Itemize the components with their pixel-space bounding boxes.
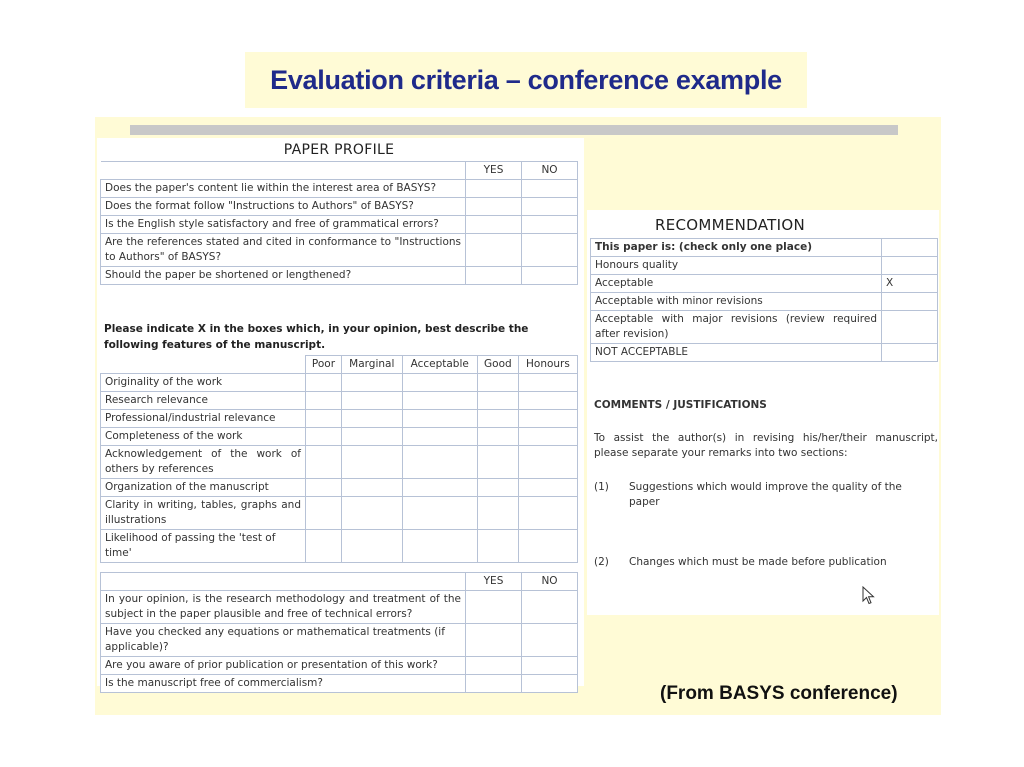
yes-checkbox[interactable] [466,267,522,285]
rating-cell[interactable] [341,497,402,530]
table-row [101,657,578,675]
col-good: Good [477,356,518,374]
rating-cell[interactable] [477,374,518,392]
rating-cell[interactable] [306,497,342,530]
yes-checkbox[interactable] [466,234,522,267]
slide-title: Evaluation criteria – conference example [270,64,782,95]
yes-checkbox[interactable] [466,591,522,624]
comment-item-text: Changes which must be made before publication [629,556,887,568]
no-checkbox[interactable] [522,657,578,675]
question-label: Does the paper's content lie within the interest area of BASYS? [101,180,466,198]
table-row [101,530,578,563]
table-row [101,392,578,410]
table-row [101,198,578,216]
rating-cell[interactable] [518,497,577,530]
no-checkbox[interactable] [522,591,578,624]
header-spacer [101,573,466,591]
methodology-table [100,572,578,693]
col-acceptable: Acceptable [402,356,477,374]
no-checkbox[interactable] [522,624,578,657]
rating-cell[interactable] [402,392,477,410]
no-checkbox[interactable] [522,675,578,693]
rating-cell[interactable] [402,479,477,497]
feature-label: Originality of the work [101,374,306,392]
yes-checkbox[interactable] [466,216,522,234]
yes-checkbox[interactable] [466,675,522,693]
table-row [591,275,938,293]
question-label: Have you checked any equations or mathematical treatments (if applicable)? [101,624,466,657]
yes-checkbox[interactable] [466,180,522,198]
rating-cell[interactable] [341,428,402,446]
feature-label: Acknowledgement of the work of others by references [101,446,306,479]
table-row [101,374,578,392]
rating-cell[interactable] [402,530,477,563]
option-label: Acceptable with major revisions (review required after revision) [591,311,882,344]
rating-cell[interactable] [306,428,342,446]
recommendation-title: RECOMMENDATION [655,216,805,234]
slide-title-box [245,52,807,108]
header-spacer [882,239,938,257]
question-label: Are the references stated and cited in conformance to "Instructions to Authors" of BASYS? [101,234,466,267]
rating-cell[interactable] [518,446,577,479]
table-row [101,234,578,267]
question-label: Is the English style satisfactory and free of grammatical errors? [101,216,466,234]
rating-cell[interactable] [402,497,477,530]
rating-cell[interactable] [341,446,402,479]
option-checkbox[interactable]: X [882,275,938,293]
rating-cell[interactable] [306,446,342,479]
rating-cell[interactable] [477,410,518,428]
no-checkbox[interactable] [522,180,578,198]
option-label: Honours quality [591,257,882,275]
rating-cell[interactable] [306,374,342,392]
option-label: NOT ACCEPTABLE [591,344,882,362]
table-row [101,216,578,234]
rating-cell[interactable] [402,374,477,392]
table-row [101,497,578,530]
rating-cell[interactable] [518,374,577,392]
paper-profile-title: PAPER PROFILE [283,142,395,158]
header-spacer [101,162,466,180]
feature-label: Completeness of the work [101,428,306,446]
comments-title: COMMENTS / JUSTIFICATIONS [594,399,767,411]
no-checkbox[interactable] [522,267,578,285]
table-row [101,591,578,624]
yes-checkbox[interactable] [466,198,522,216]
rating-cell[interactable] [518,392,577,410]
question-label: Should the paper be shortened or lengthened? [101,267,466,285]
feature-label: Research relevance [101,392,306,410]
rating-cell[interactable] [477,428,518,446]
header-spacer [101,356,306,374]
rating-cell[interactable] [402,410,477,428]
yes-checkbox[interactable] [466,657,522,675]
features-instruction: Please indicate X in the boxes which, in your opinion, best describe the following features of the manuscript. [104,323,529,351]
rating-cell[interactable] [341,392,402,410]
feature-label: Professional/industrial relevance [101,410,306,428]
col-no: NO [522,162,578,180]
comment-item-number: (1) [594,481,609,493]
col-honours: Honours [518,356,577,374]
table-row [101,428,578,446]
table-row [591,257,938,275]
rating-cell[interactable] [518,530,577,563]
feature-label: Clarity in writing, tables, graphs and illustrations [101,497,306,530]
comments-intro: To assist the author(s) in revising his/her/their manuscript, please separate your remarks into two sections: [594,432,938,459]
rating-cell[interactable] [341,374,402,392]
table-row [101,180,578,198]
rating-cell[interactable] [402,428,477,446]
table-row [101,410,578,428]
rating-cell[interactable] [518,428,577,446]
question-label: Does the format follow "Instructions to Authors" of BASYS? [101,198,466,216]
col-yes: YES [466,573,522,591]
option-label: Acceptable [591,275,882,293]
option-checkbox[interactable] [882,311,938,344]
feature-label: Likelihood of passing the 'test of time' [101,530,306,563]
rating-cell[interactable] [477,530,518,563]
table-row [101,267,578,285]
rating-cell[interactable] [306,392,342,410]
rating-cell[interactable] [341,530,402,563]
rating-cell[interactable] [518,479,577,497]
rating-cell[interactable] [518,410,577,428]
table-row [591,311,938,344]
table-row [101,446,578,479]
mouse-cursor-icon [862,586,876,606]
rating-cell[interactable] [477,497,518,530]
table-row [101,624,578,657]
divider-bar [130,125,898,135]
table-row [591,293,938,311]
features-table [100,355,578,563]
option-checkbox[interactable] [882,344,938,362]
comment-item-number: (2) [594,556,609,568]
no-checkbox[interactable] [522,234,578,267]
source-caption: (From BASYS conference) [660,683,898,704]
no-checkbox[interactable] [522,198,578,216]
col-poor: Poor [306,356,342,374]
rating-cell[interactable] [477,392,518,410]
rating-cell[interactable] [341,479,402,497]
no-checkbox[interactable] [522,216,578,234]
recommendation-header: This paper is: (check only one place) [591,239,882,257]
table-row [101,479,578,497]
rating-cell[interactable] [477,479,518,497]
option-checkbox[interactable] [882,293,938,311]
paper-profile-table [100,161,578,285]
comment-item-text: Suggestions which would improve the quality of the paper [629,481,902,508]
rating-cell[interactable] [306,410,342,428]
rating-cell[interactable] [306,530,342,563]
yes-checkbox[interactable] [466,624,522,657]
table-row [591,344,938,362]
col-marginal: Marginal [341,356,402,374]
rating-cell[interactable] [477,446,518,479]
rating-cell[interactable] [341,410,402,428]
table-row [101,675,578,693]
option-checkbox[interactable] [882,257,938,275]
question-label: In your opinion, is the research methodology and treatment of the subject in the paper plausible and free of technical errors? [101,591,466,624]
rating-cell[interactable] [306,479,342,497]
recommendation-table [590,238,938,362]
col-yes: YES [466,162,522,180]
question-label: Are you aware of prior publication or presentation of this work? [101,657,466,675]
feature-label: Organization of the manuscript [101,479,306,497]
rating-cell[interactable] [402,446,477,479]
option-label: Acceptable with minor revisions [591,293,882,311]
col-no: NO [522,573,578,591]
question-label: Is the manuscript free of commercialism? [101,675,466,693]
